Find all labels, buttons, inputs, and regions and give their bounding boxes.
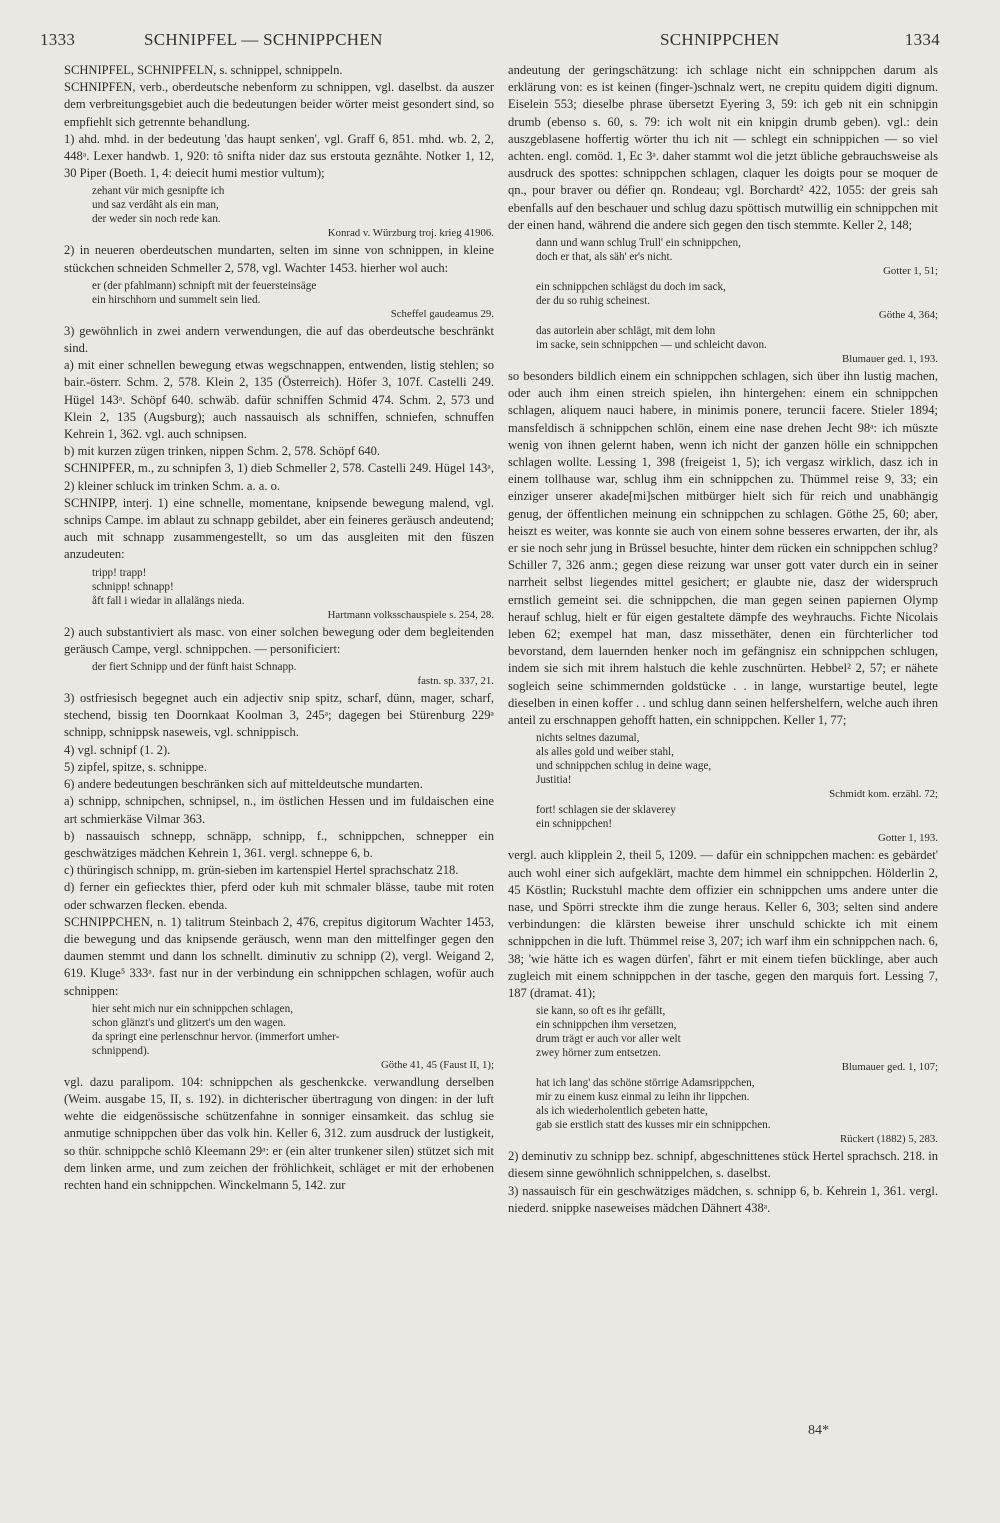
entry-paragraph: a) mit einer schnellen bewegung etwas wegschnappen, entwenden, listig stehlen; so bair.-österr. Schm. 2, 578. Klein 2, 135 (Österreich). Höfer 3, 107f. Castelli 249. Hügel 143ᵃ. Schöpf 640. schwäb. dafür schniffen Schmid 474. Schm. 2, 573 und Klein 2, 135 (Augsburg); auch nassauisch als schniffen, schniefen, schnuffen Kehrein 1, 362. vgl. auch schnipsen. [64,358,494,442]
verse-line: und saz verdâht als ein man, [92,199,219,212]
entry-paragraph: SCHNIPFER, m., zu schnipfen 3, 1) dieb Schmeller 2, 578. Castelli 249. Hügel 143ᵃ, 2) kleiner schluck im trinken Schm. a. a. o. [64,461,494,493]
verse-line: der du so ruhig scheinest. [536,295,651,308]
quote-source: Gotter 1, 51; [883,265,938,278]
verse-line: hat ich lang' das schöne störrige Adamsrippchen, [536,1077,755,1090]
verse-line: fort! schlagen sie der sklaverey [536,804,676,817]
verse-line: schon glänzt's und glitzert's um den wagen. [92,1016,286,1029]
entry-paragraph: 2) deminutiv zu schnipp bez. schnipf, abgeschnittenes stück Hertel sprachsch. 218. in diesem sinne gewöhnlich schnippelchen, s. daselbst. [508,1149,938,1181]
verse-quote [536,1004,938,1074]
verse-quote [536,236,938,278]
entry-paragraph: SCHNIPFEL, SCHNIPFELN, s. schnippel, schnippeln. [64,63,343,77]
verse-line: mir zu einem kusz einmal zu leihn ihr lippchen. [536,1091,750,1104]
entry-paragraph: 2) in neueren oberdeutschen mundarten, selten im sinne von schnippen, in kleine stückchen schneiden Schmeller 2, 578, vgl. Wachter 1453. hierher wol auch: [64,243,494,275]
entry-paragraph: 3) gewöhnlich in zwei andern verwendungen, die auf das oberdeutsche beschränkt sind. [64,323,494,356]
entry-paragraph: d) ferner ein gefiecktes thier, pferd oder kuh mit schmaler blässe, taube mit roten oder schwarzen flecken. ebenda. [64,880,494,912]
verse-line: schnipp! schnapp! [92,580,174,593]
entry-paragraph: 4) vgl. schnipf (1. 2). [64,742,171,757]
quote-source: Göthe 41, 45 (Faust II, 1); [380,1058,494,1071]
entry-paragraph: 3) ostfriesisch begegnet auch ein adjectiv snip spitz, scharf, dünn, mager, scharf, stechend, bissig ten Doornkaat Koolman 3, 245ᵃ; dagegen bei Stürenburg 229ᵃ schnipp, schnippsk naseweis, vgl. schnippisch. [64,691,494,740]
quote-source: Hartmann volksschauspiele s. 254, 28. [327,608,494,621]
quote-source: Rückert (1882) 5, 283. [839,1133,938,1146]
entry-paragraph: vergl. auch klipplein 2, theil 5, 1209. — dafür ein schnippchen machen: es gebärdet' auch wohl einer sich aufgeklärt, machte dem himmel ein schnippchen. Hölderlin 2, 45 Köstlin; Ruckstuhl machte dem offizier ein schnippchen ums andere unter die nase, und Spörri streckte ihm die zunge heraus. Keller 6, 303; selten sind andere verbindungen: die klärsten beweise ihrer unschuld schickte ich mit einem schnippchen in die luft. Thümmel reise 3, 207; ich warf ihm ein schnippchen nach. 6, 38; 'wie hätte ich es wagen dürfen', fährt er mit einem tiefen bücklinge, aber auch zugleich mit einem schnippchen in der tasche, gegen den marquis fort. Lessing 7, 187 (dramat. 41); [508,848,938,1000]
quote-source: Gotter 1, 193. [878,832,938,845]
signature-mark: 84* [808,1423,829,1438]
verse-quote [536,803,938,845]
verse-line: hier seht mich nur ein schnippchen schlagen, [92,1002,294,1015]
verse-line: zwey hörner zum entsetzen. [536,1047,661,1060]
right-column [508,62,938,1217]
entry-paragraph: 6) andere bedeutungen beschränken sich auf mitteldeutsche mundarten. [64,777,423,792]
verse-line: schnippend). [92,1044,150,1057]
entry-paragraph: a) schnipp, schnipchen, schnipsel, n., im östlichen Hessen und im fuldaischen eine art schmierkäse Vilmar 363. [64,794,494,826]
verse-line: Justitia! [536,774,572,787]
verse-line: dann und wann schlug Trull' ein schnippchen, [536,237,741,250]
verse-quote [92,279,494,321]
entry-paragraph: b) nassauisch schnepp, schnäpp, schnipp, f., schnippchen, schnepper ein geschwätziges mädchen Kehrein 1, 361. vergl. schneppe 6, b. [64,828,494,860]
quote-source: Göthe 4, 364; [878,309,938,322]
entry-paragraph: 1) ahd. mhd. in der bedeutung 'das haupt senken', vgl. Graff 6, 851. mhd. wb. 2, 2, 448ᵃ. Lexer handwb. 1, 920: tô snifta nider daz sus erstouta geznâhte. Notker 1, 12, 30 Piper (Boeth. 1, 4: deiecit humi mestior vultum); [64,131,494,181]
verse-line: drum trägt er auch vor aller welt [536,1033,681,1046]
verse-quote [92,1002,494,1072]
quote-source: Schmidt kom. erzähl. 72; [829,788,938,801]
verse-line: und schnippchen schlug in deine wage, [536,760,712,773]
entry-paragraph: so besonders bildlich einem ein schnippchen schlagen, sich über ihn lustig machen, oder auch ihm einen streich spielen, ihn hintergehen: einem ein schnippchen schlagen, aliquem nauci habere, in minimis ponere, teruncii facere. Stieler 1894; mansfeldisch ä schnippchen schlön, einem eine nase drehen Jecht 98ᵃ: ich müszte wenig von ihnen gelernt haben, wenn ich nicht der ganzen hölle ein schnippchen schlagen wollte. Lessing 1, 398 (freigeist 1, 5); ich vergasz wirklich, dasz ich in einem tollhause war, schlug ihm ein schnippchen zu. Thümmel reise 9, 33; ein einziger unserer akade[mi]schen mitbürger hielt sich für reich und unabhängig genug, der öffentlichen meinung ein schnippchen zu schlagen. Göthe 25, 60; aber, heiszt es weiter, was konnte sie auch von einem sohne besseres erwarten, der ihr, als er sie noch sehr jung in Brüssel besuchte, hinter dem rücken ein schnippchen schlug? Schiller 7, 326 anm.; gegen diese reizung war unser gott vater durch ein in seiner narrheit selbst liegendes mittel gesichert; er glaubte nie, dasz der widerspruch ernstlich gemeint sei. die schnippchen, die man gegen seinen papiernen Olymp herauf schlug, hielt er für eigen gestaltete dämpfe des weyhrauchs. Fichte Nicolais leben 62; exempel hat man, dasz missethäter, denen ein fürchterlicher tod bevorstand, dem lauernden henker noch im gefängnisz ein schnippchen schlugen, indem sie sich mit ihrem halstuch die kehle zuschnürten. Hebbel² 2, 57; er nähete sogleich seine schimmernden goldstücke . . in lange, wurstartige beutel, legte dieselben in einen koffer . . und schlug dann seinen helfershelfern, welche auch ihren anteil zu erschnappen gehofft hatten, ein schnippchen. Keller 1, 77; [508,369,938,728]
entry-paragraph: SCHNIPFEN, verb., oberdeutsche nebenform zu schnippen, vgl. daselbst. da auszer dem verbreitungsgebiet auch die bedeutungen beider wörter meist gesondert sind, so empfiehlt sich getrennte behandlung. [64,80,494,129]
verse-line: zehant vür mich gesnipfte ich [92,185,225,198]
running-head-right: SCHNIPPCHEN [660,30,780,49]
verse-line: ein schnippchen schlägst du doch im sack, [536,281,726,294]
verse-quote [92,184,494,240]
verse-quote [92,660,494,688]
quote-source: Blumauer ged. 1, 193. [842,353,938,366]
verse-quote [536,324,938,366]
entry-paragraph: 2) auch substantiviert als masc. von einer solchen bewegung oder dem begleitenden geräusch Campe, vergl. schnippchen. — personificiert: [64,624,494,656]
verse-quote [536,1076,938,1146]
page-number-right: 1334 [904,30,940,49]
page-header [40,22,940,56]
verse-line: ein hirschhorn und summelt sein lied. [92,293,261,306]
verse-line: da springt eine perlenschnur hervor. (immerfort umher- [92,1030,340,1043]
running-head-left: SCHNIPFEL — SCHNIPPCHEN [144,30,383,49]
verse-line: im sacke, sein schnippchen — und schleicht davon. [536,339,767,352]
verse-line: doch er that, als säh' er's nicht. [536,251,673,264]
quote-source: Blumauer ged. 1, 107; [841,1061,938,1074]
quote-source: Konrad v. Würzburg troj. krieg 41906. [327,227,494,240]
entry-paragraph: SCHNIPPCHEN, n. 1) talitrum Steinbach 2, 476, crepitus digitorum Wachter 1453, die bewegung und das knipsende geräusch, wenn man den mittelfinger gegen den daumen stemmt und dann los schnellt. diminutiv zu schnipp (2), vergl. Weigand 2, 619. Kluge⁵ 333ᵃ. fast nur in der verbindung ein schnippchen schlagen, wofür auch schnippen: [64,914,494,998]
entry-paragraph: c) thüringisch schnipp, m. grün-sieben im kartenspiel Hertel sprachschatz 218. [64,863,459,878]
verse-line: gab sie erstlich statt des kusses mir ein schnippchen. [536,1119,771,1132]
verse-line: nichts seltnes dazumal, [536,732,640,745]
verse-line: ein schnippchen ihm versetzen, [536,1019,677,1032]
left-column [64,62,494,1194]
quote-source: Scheffel gaudeamus 29. [390,307,494,320]
verse-line: der fiert Schnipp und der fünft haist Schnapp. [92,661,297,674]
verse-line: sie kann, so oft es ihr gefällt, [536,1005,666,1018]
verse-line: der weder sin noch rede kan. [92,213,221,226]
entry-paragraph: 3) nassauisch für ein geschwätziges mädchen, s. schnipp 6, b. Kehrein 1, 361. vergl. niederd. snippke naseweises mädchen Dähnert 438ᵃ. [508,1183,938,1215]
quote-source: fastn. sp. 337, 21. [417,675,494,688]
verse-line: tripp! trapp! [92,566,147,579]
verse-quote [536,280,938,322]
verse-line: ein schnippchen! [536,818,613,831]
entry-paragraph: andeutung der geringschätzung: ich schlage nicht ein schnippchen darum als erklärung von: es ist keinen (finger-)schnalz wert, ne crepitu quidem digiti dignum. Eiselein 553; dieselbe phrase übersetzt Eyering 3, 59: ich geb nit ein schnipgin drumb (ebenso s. 60, s. 79: ich wolt nit ein knipgin drumb geben). vgl.: dein auszgeblasene hoffertig wörter thu ich nit — schlegt ein schnippichen — so viel achten. engl. comöd. 1, Ec 3ᵃ. daher stammt wol die jetzt übliche gebrauchsweise als ausdruck des spottes: schnippchen schlagen, claquer les doigts pour se moquer de qn., pour braver ou défier qn. Rondeau; vgl. Borchardt² 422, 1055: der greis sah ebenfalls auf den beschauer und schlug dazu spöttisch mutwillig ein schnippchen mit der einen hand, während die andere sich gegen den tisch stemmte. Keller 2, 148; [508,63,938,232]
entry-paragraph: b) mit kurzen zügen trinken, nippen Schm. 2, 578. Schöpf 640. [64,444,381,459]
verse-quote [536,731,938,801]
verse-line: er (der pfahlmann) schnipft mit der feuersteinsäge [92,279,317,292]
verse-quote [92,566,494,622]
entry-paragraph: vgl. dazu paralipom. 104: schnippchen als geschenkcke. verwandlung derselben (Weim. ausgabe 15, II, s. 192). in dichterischer übertragung von dingen: in der luft wehte die eidgenössische schützenfahne in sonniger einsamkeit. das schlug sie anmutige schnippchen über das volk hin. Keller 6, 312. zum ausdruck der lustigkeit, so thür. schnippche schlô Kleemann 29ᵃ: er (ein alter trunkener silen) stützet sich mit dem linken arme, und zum zeichen der fröhlichkeit, schläget er mit der erhobenen rechten hand ein schnippchen. Winckelmann 5, 142. zur [64,1074,494,1192]
verse-line: das autorlein aber schlägt, mit dem lohn [536,325,716,338]
verse-line: åft fall i wiedar in allalängs nieda. [92,594,245,607]
entry-paragraph: 5) zipfel, spitze, s. schnippe. [64,759,207,774]
verse-line: als alles gold und weiber stahl, [536,746,674,759]
page-number-left: 1333 [40,30,76,49]
verse-line: als ich wiederholentlich gebeten hatte, [536,1105,708,1118]
entry-paragraph: SCHNIPP, interj. 1) eine schnelle, momentane, knipsende bewegung malend, vgl. schnips Campe. im ablaut zu schnapp gebildet, aber ein feineres geräusch andeutend; auch mit schnapp zusammengestellt, so um das ausgleiten mit den füszen anzudeuten: [64,495,494,562]
